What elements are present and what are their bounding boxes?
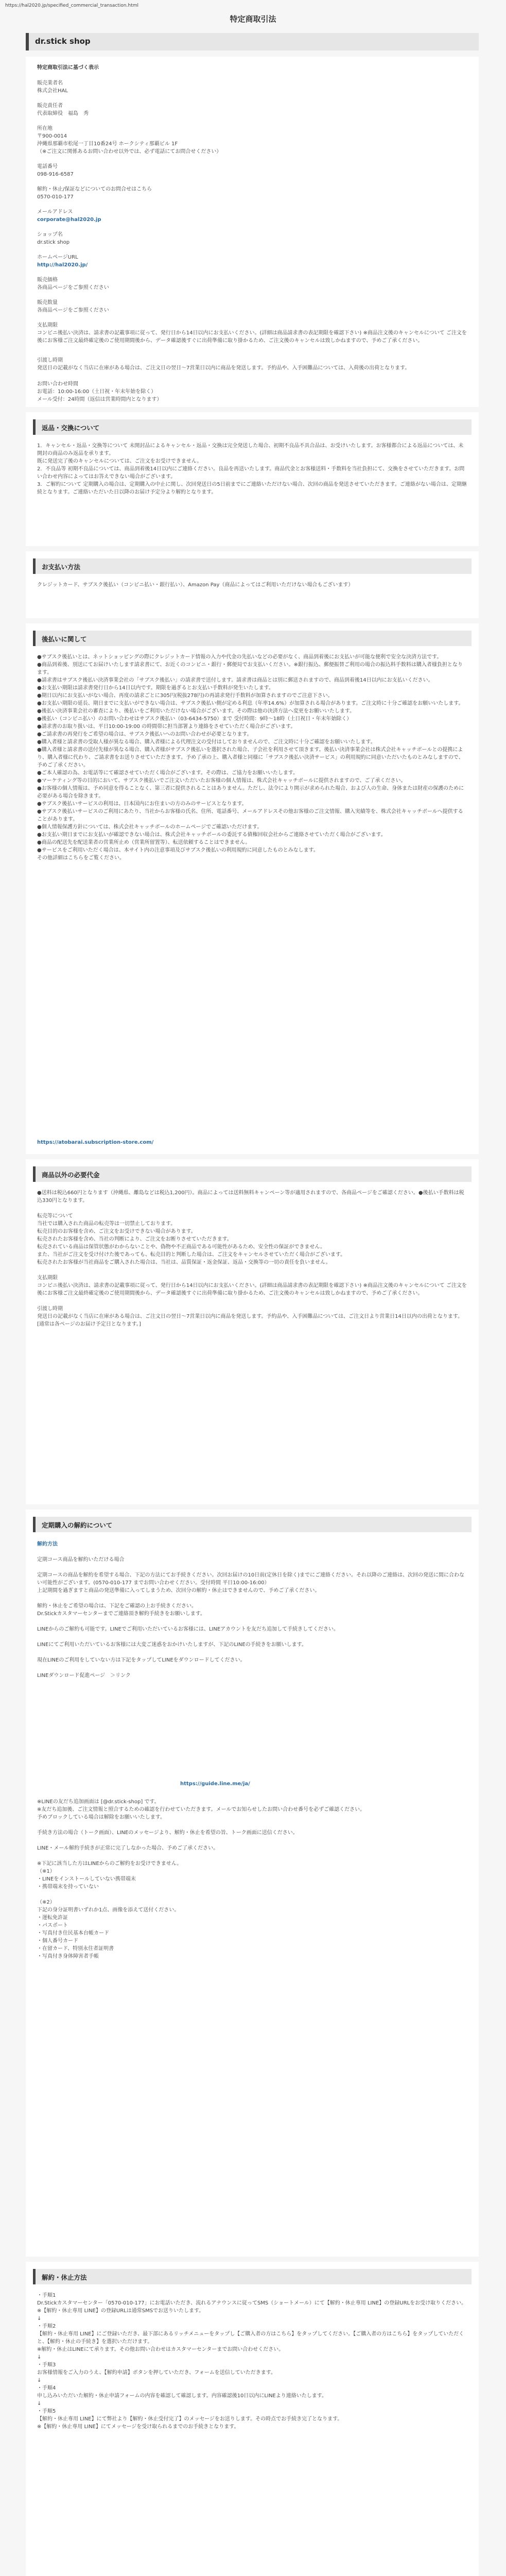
postpay-heading-text: 後払いに関して (42, 635, 87, 643)
line-guide-link[interactable]: https://guide.line.me/ja/ (180, 1781, 250, 1787)
postpay-heading (33, 631, 472, 646)
manager-value: 代表取締役 福島 秀 (37, 111, 89, 116)
delivery-value: 発送日の記載がなく当店に在庫がある場合は、ご注文日の翌日～7営業日以内に商品を発送します。予約品や、入手困難品については、入荷後の出荷となります。 (37, 365, 410, 371)
cancellation-body-2: ※LINEの友だち追加画面は [@dr.stick-shop] です。 ※友だち追加後、ご注文情報と照合するための確認を行わせていただきます。メールでお知らせしたお問い合わせ番号を必ずご確認ください。 予めブロックしている場合は解除をお願いいたします。 手続き方法の場合（トーク画面）、LINEのメッセージより、解約・休止を希望の旨、トーク画面に送信ください。 LINE・メール解約手続きが正常に完了しなかった場合、予めご了承ください。 ※下記に該当した方はLINEからのご解約をお受けできません。 （※1） ・LINEをインストールしていない携帯端末 ・携帯端末を持っていない （※2） 下記の身分証明書いずれか1点、画像を添えて送付ください。 ・運転免許証 ・パスポート ・写真付き住民基本台帳カード ・個人番号カード ・在留カード、特別永住者証明書 ・写真付き身体障害者手帳 (37, 1799, 365, 1959)
payment-methods-body: クレジットカード、サブスク後払い（コンビニ払い・銀行払い）、Amazon Pay（商品によってはご利用いただけない場合もございます） (37, 582, 354, 588)
return-label: 解約・休止/保証などについてのお問合せはこちら (37, 187, 152, 192)
cancel-procedure-card (26, 2262, 479, 2576)
returns-heading-text: 返品・交換について (42, 424, 100, 432)
seller-value: 株式会社HAL (37, 88, 68, 94)
extra-cost-body: ●送料は税込660円となります（沖縄県、離島などは税込1,200円）。商品によっては送料無料キャンペーン等が適用されますので、各商品ページをご確認ください。●後払い手数料は税込330円となります。 転売等について 当社では購入された商品の転売等は一切禁止しております。 転売目的のお客様を含め、ご注文をお受けできない場合があります。 転売されたお客様を含め、当社の判断により、ご注文をお断りさせていただきます。 転売されている商品は保管状態がわからないことや、偽物や不正商品である可能性があるため、安全性の保証ができません。 また、当社がご注文を受け付けた後であっても、転売目的と判断した場合は、ご注文をキャンセルさせていただく場合がございます。 転売されたお客様が当社商品をご購入された場合は、当社は、品質保証・返金保証、返品・交換等の一切の責任を負いません。 支払期限 コンビニ後払い決済は、請求書の記載事項に従って、発行日から14日以内にお支払いください。(詳細は商品請求書の表記期限を確認下さい) ※商品注文後のキャンセルについて ご注文を後にお客様ご注文最終確定後のご使用期間後から、データ確認後すぐに出荷準備に取り掛かるため、ご注文後のキャンセルは致しかねますので、予めご了承ください。 引渡し時期 発送日の記載がなく当店に在庫がある場合は、ご注文日の翌日～7営業日以内に商品を発送します。予約品や、入手困難品については、ご注文日より営業日14日以内の出荷となります。 [通常は各ページのお届け予定日となります。] (37, 1190, 467, 1327)
price-label: 販売価格 (37, 277, 58, 283)
extra-cost-heading-text: 商品以外の必要代金 (42, 1171, 100, 1179)
shop-name-bar (26, 33, 479, 50)
page-title: 特定商取引法 (230, 14, 276, 24)
legal-info-heading: 特定商取引法に基づく表示 (37, 65, 99, 71)
tel-label: 電話番号 (37, 164, 58, 170)
price-value: 各商品ページをご参照ください (37, 285, 109, 291)
payment-deadline-label: 支払期限 (37, 323, 58, 328)
postpay-body: ●サブスク後払いとは、ネットショッピングの際にクレジットカード情報の入力や代金の先払いなどの必要がなく、商品到着後にお支払いが可能な便利で安全な決済方法です。 ●商品到着後、別送にてお届けいたします請求書にて、お近くのコンビニ・銀行・郵便局でお支払いください。※銀行振込、郵便振替ご利用の場合の振込料手数料は購入者様負担となります。 ●請求書はサブスク後払い決済事業会社の「サブスク後払い」の請求書で送付します。請求書は商品とは別に郵送されますので、商品到着後14日以内にお支払いください。 ●お支払い期限は請求書発行日から14日以内です。期限を過ぎるとお支払い手数料が発生いたします。 ●期日以内にお支払いがない場合、再度の請求ごとに305円(税抜278円)の再請求発行手数料が加算されますのでご注意下さい。 ●お支払い期限の延長、期日までに支払いができない場合は、サブスク後払い側が定める利息（年率14.6%）が加算される場合があります。ご注文時に十分ご確認をお願いいたします。 ●後払い決済事業会社の審査により、後払いをご利用いただけない場合がございます。その際は他の決済方法へ変更をお願いいたします。 ●後払い（コンビニ払い）のお問い合わせはサブスク後払い（03-6434-5750）まで 受付時間：9時～18時（土日祝日・年末年始除く） ●請求書のお取り扱いは、平日10:00-19:00 の時間帯に担当部署より連絡をさせていただく場合がございます。 ●ご請求書の再発行をご希望の場合は、サブスク後払いへのお問い合わせが必要となります。 ●購入者様と請求書の受取人様が異なる場合、購入者様による代理注文の受付はしておりませんので、ご注文時に十分ご確認をお願いいたします。 ●購入者様と請求書の送付先様が異なる場合、購入者様がサブスク後払いを選択された場合、子会社を利用させて頂きます。後払い決済事業会社は株式会社キャッチボールとの提携により、購入者様に代わり、ご請求書をお送りさせていただきます。予め了承の上、購入者様と同様に「サブスク後払い決済サービス」の利用規約に同意いただいたものとみなしますので、予めご了承ください。 ●ご本人確認の為、お電話等にて確認させていただく場合がございます。その際は、ご協力をお願いいたします。 ●マーケティング等の目的において、サブスク後払いでご注文いただいたお客様の個人情報は、株式会社キャッチボールに提供されますので、ご了承ください。 ●お客様の個人情報は、予め同意を得ることなく、第三者に提供されることはありません。ただし、法令により開示が求められた場合、および人の生命、身体または財産の保護のために必要がある場合を除きます。 ●サブスク後払いサービスの利用は、日本国内にお住まいの方のみのサービスとなります。 ●サブスク後払いサービスのご利用にあたり、当社からお客様の氏名、住所、電話番号、メールアドレスその他お客様のご注文情報、購入実績等を、株式会社キャッチボールへ提供することがあります。 ●個人情報保護方針については、株式会社キャッチボールのホームページでご確認いただけます。 ●お支払い期日までにお支払いが確認できない場合は、株式会社キャッチボールの委託する債権回収会社からご連絡させていただく場合がございます。 ●商品の配送先を配送業者の営業所止め（営業所留置等）、転送依頼することはできません。 ●サービスをご利用いただく場合は、本サイト内の注意事項及びサブスク後払いの利用規約に同意したものとみなします。 その他詳細はこちらをご覧ください。 (37, 654, 464, 861)
cancellation-subhead: 解約方法 (37, 1541, 58, 1547)
mail-link[interactable]: corporate@hal2020.jp (37, 217, 101, 223)
shop-name: dr.stick shop (35, 37, 91, 46)
quantity-label: 販売数量 (37, 300, 58, 306)
hours-label: お問い合わせ時間 (37, 381, 78, 387)
postpay-card (26, 623, 479, 1154)
manager-label: 販売責任者 (37, 103, 63, 109)
page-url: https://hal2020.jp/specified_commercial_transaction.html (5, 3, 138, 8)
cancel-procedure-heading-text: 解約・休止方法 (42, 2274, 87, 2281)
returns-card (26, 412, 479, 546)
address-value: 〒900-0014 沖縄県那覇市松尾一丁目10番24号 ホークシティ那覇ビル 1F （※ご注文に関係あるお問い合わせ以外では、必ず電話にてお問合せください） (37, 133, 222, 155)
payment-methods-card (26, 551, 479, 618)
returns-heading (33, 419, 472, 435)
cancellation-body: 定期コース商品を解約いただける場合 定期コースの商品を解約を希望する場合、下記の方法にてお手続きください。次回お届けの10日前(定休日を除く)までにご連絡ください。それ以降のご連絡は、次回の発送に間に合わない可能性がございます。(0570-010-177 までお問い合わせください。受付時間 平日10:00-16:00） 上記期間を過ぎますと商品の発送準備に入ってしまうため、次回分の解約・休止はできませんので、予めご了承ください。 解約・休止をご希望の場合は、下記をご確認の上お手続きください。 Dr.Stickカスタマーセンターまでご連絡頂き解約手続きをお願いします。 LINEからのご解約も可能です。LINEでご利用いただいているお客様には、LINEアカウントを友だち追加して手続きしてください。 LINEにてご利用いただいているお客様には大変ご迷惑をおかけいたしますが、下記のLINEの手続きをお願いします。 現在LINEのご利用をしていない方は下記をタップしてLINEをダウンロードしてください。 LINEダウンロード促進ページ ＞リンク (37, 1557, 465, 1679)
shopname-value: dr.stick shop (37, 240, 70, 245)
payment-deadline-value: コンビニ後払い決済は、請求書の記載事項に従って、発行日から14日以内にお支払いください。(詳細は商品請求書の表記期限を確認下さい) ※商品注文後のキャンセルについて ご注文を後にお客様ご注文最終確定後のご使用期間後から、データ確認後すぐに出荷準備に取り掛かるため、ご注文後のキャンセルは致しかねますので、予めご了承ください。 (37, 330, 467, 344)
shopname-label: ショップ名 (37, 232, 63, 238)
extra-cost-heading (33, 1166, 472, 1182)
quantity-value: 各商品ページをご参照ください (37, 308, 109, 313)
homepage-label: ホームページURL (37, 255, 78, 260)
seller-label: 販売業者名 (37, 80, 63, 86)
cancellation-heading (33, 1517, 472, 1532)
cancel-procedure-heading (33, 2269, 472, 2284)
tel-value: 098-916-6587 (37, 172, 74, 177)
hours-value: お電話：10:00-16:00（土日祝・年末年始を除く） メール受付：24時間（返信は営業時間内となります） (37, 389, 162, 402)
return-tel: 0570-010-177 (37, 194, 74, 200)
legal-info-card (26, 57, 479, 407)
cancel-procedure-body: ・手順1 Dr.Stickカスタマーセンター「0570-010-177」にお電話いただき、流れるアナウンスに従ってSMS（ショートメール）にて【解約・休止専用 LINE】の登録URLをお受け取りください。 ※【解約・休止専用 LINE】の登録URLは通常SMSでお送りいたします。 ↓ ・手順2 【解約・休止専用 LINE】にご登録いただき、最下部にあるリッチメニューをタップし【ご購入者の方はこちら】をタップしてください。【ご購入者の方はこちら】をタップしていただくと、【解約・休止の手続き】を選択いただけます。 ※解約・休止はLINEにて承ります。その他お問い合わせはカスタマーセンターまでお問い合わせください。 ↓ ・手順3 お客様情報をご入力のうえ、【解約申請】ボタンを押していただき、フォームを送信していただきます。 ↓ ・手順4 申し込みいただいた解約・休止申請フォームの内容を確認して確認します。内容確認後10日以内にLINEより連絡いたします。 ↓ ・手順5 【解約・休止専用 LINE】にて弊社より【解約・休止受付完了】のメッセージをお送りします。その時点でお手続き完了となります。 ※【解約・休止専用 LINE】にてメッセージを受け取られるまでのお手続きとなります。 (37, 2293, 467, 2430)
extra-cost-card (26, 1159, 479, 1504)
postpay-link[interactable]: https://atobarai.subscription-store.com/ (37, 1140, 154, 1145)
delivery-label: 引渡し時期 (37, 358, 63, 363)
address-label: 所在地 (37, 126, 53, 131)
returns-body: 1．キャンセル・返品・交換等について 未開封品によるキャンセル・返品・交換は完全発送した場合、初期不良品不具合品は、お受けいたします。お客様都合による返品については、未開封の商品のみ返品を承ります。 既に発送完了後のキャンセルについては、ご注文をお受けできません。 2．不良品等 初期不良品については、商品到着後14日以内にご連絡ください。良品を再送いたします。商品代金とお客様送料・手数料を当社負担にて、交換をさせていただきます。お問い合わせ内容によってはお答えできない場合がございます。 3．ご解約について 定期購入の場合は、定期購入の中止に関し、次回発送日の5日前までにご連絡いただけない場合、次回の商品を発送させていただきます。ご連絡がない場合は、定期継続となります。ご連絡いただいた日以降のお届け予定分より解約となります。 (37, 443, 467, 495)
cancellation-heading-text: 定期購入の解約について (42, 1521, 113, 1529)
mail-label: メールアドレス (37, 209, 73, 215)
homepage-link[interactable]: http://hal2020.jp/ (37, 262, 88, 268)
cancellation-card (26, 1510, 479, 2257)
payment-methods-heading (33, 558, 472, 574)
payment-methods-heading-text: お支払い方法 (42, 563, 81, 571)
